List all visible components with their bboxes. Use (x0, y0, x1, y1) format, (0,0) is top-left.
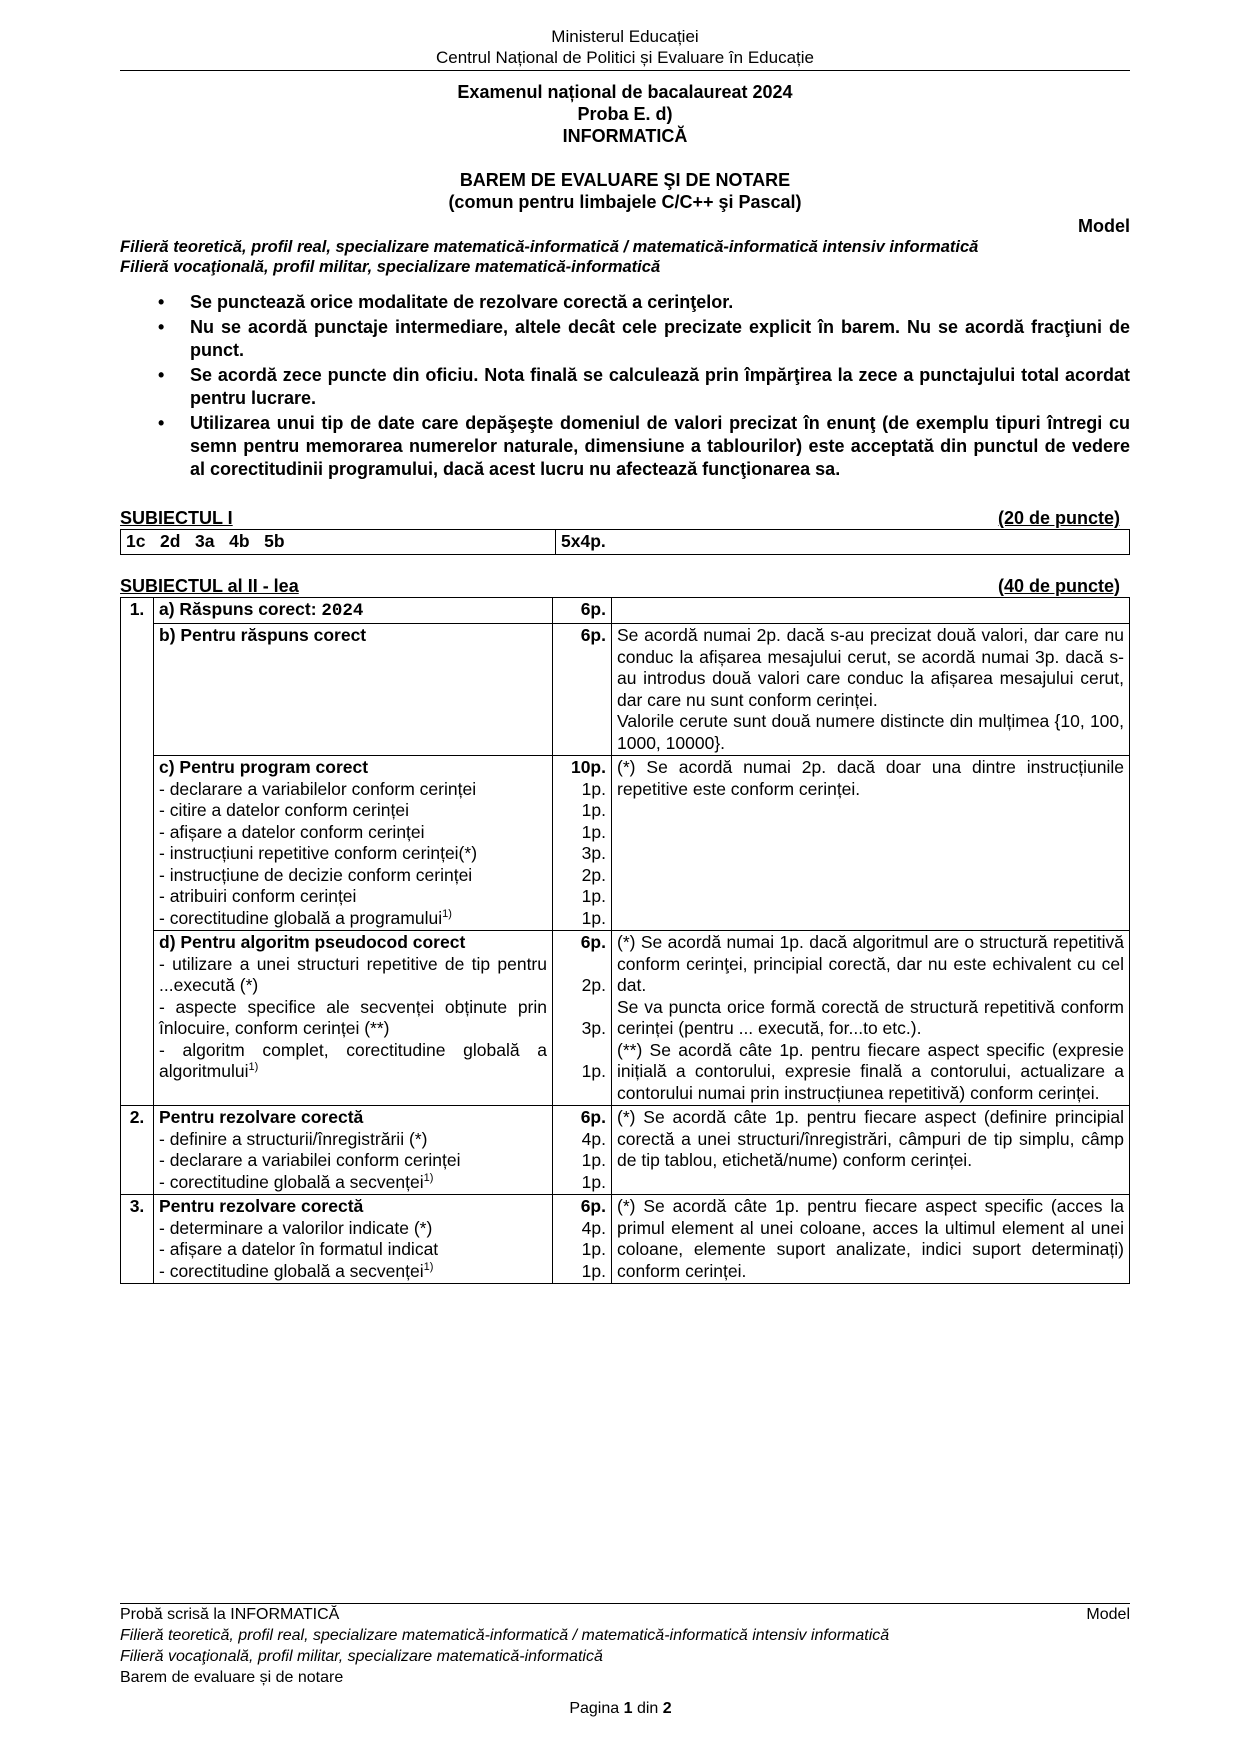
footer-filiera-2: Filieră vocaţională, profil militar, specializare matematică-informatică (120, 1648, 603, 1665)
table-row (121, 1106, 1130, 1195)
question-1-number: 1. (121, 597, 154, 1106)
footer-model: Model (1086, 1606, 1130, 1623)
page-number: Pagina 1 din 2 (569, 1700, 672, 1717)
table-row (121, 530, 1130, 555)
q1b-points: 6p. (553, 624, 612, 756)
q3-criteria: Pentru rezolvare corectă - determinare a valorilor indicate (*) - afișare a datelor în formatul indicat - corectitudine globală a secvenței$^{1)}$ (154, 1195, 553, 1284)
page-footer (120, 1603, 1130, 1688)
footer-row (120, 1604, 1130, 1625)
subject-1-title: SUBIECTUL I (120, 508, 233, 528)
q2-points: 6p. 4p. 1p. 1p. (553, 1106, 612, 1195)
subject-2-table (120, 597, 1130, 1285)
q1d-criteria: d) Pentru algoritm pseudocod corect - utilizare a unei structuri repetitive de tip pentru ...execută (*) - aspecte specifice ale secvenței obținute prin înlocuire, conform cerinței (**) - algoritm complet, corectitudine globală a algoritmului$^{1)}$ (154, 931, 553, 1106)
table-row (121, 756, 1130, 931)
q1b-note: Se acordă numai 2p. dacă s-au precizat două valori, dar care nu conduc la afișarea mesajului cerut, se acordă numai 3p. dacă s-au introdus două valori care conduc la afișarea mesajului cerut, dar care nu sunt conform cerinței. Valorile cerute sunt două numere distincte din mulțimea {10, 100, 1000, 10000}. (612, 624, 1130, 756)
subject-1-table (120, 529, 1130, 555)
table-row (121, 1195, 1130, 1284)
q1c-note: (*) Se acordă numai 2p. dacă doar una dintre instrucțiunile repetitive este conform cerinței. (612, 756, 1130, 931)
rule-item: • Utilizarea unui tip de date care depăşeşte domeniul de valori precizat în enunţ (de exemplu tipuri întregi cu semn pentru memorarea numerelor naturale, dimensiune a tablourilor) este acceptată din punctul de vedere al corectitudinii programului, dacă acest lucru nu afectează funcţionarea sa. (158, 413, 1130, 479)
subject-2-title: SUBIECTUL al II - lea (120, 575, 299, 596)
bullet-icon: • (158, 292, 165, 312)
footer-barem: Barem de evaluare și de notare (120, 1669, 344, 1686)
proba-title: Proba E. d) (577, 104, 673, 124)
subject-title: INFORMATICĂ (562, 126, 688, 146)
bullet-icon: • (158, 317, 165, 337)
barem-title-block (120, 169, 1130, 213)
exam-title: Examenul național de bacalaureat 2024 (457, 82, 793, 102)
q2-criteria: Pentru rezolvare corectă - definire a structurii/înregistrării (*) - declarare a variabilei conform cerinței - corectitudine globală a secvenței$^{1)}$ (154, 1106, 553, 1195)
question-3-number: 3. (121, 1195, 154, 1284)
footer-proba: Probă scrisă la INFORMATICĂ (120, 1606, 340, 1623)
footer-filiera-1: Filieră teoretică, profil real, specializare matematică-informatică / matematică-informatică intensiv informatică (120, 1627, 890, 1644)
exam-titles (120, 81, 1130, 147)
subject-2-heading (120, 575, 1120, 597)
q1d-note: (*) Se acordă numai 1p. dacă algoritmul are o structură repetitivă conform cerinţei, principial corectă, dar nu este echivalent cu cel dat. Se va puncta orice formă corectă de structură repetitivă conform cerinței (pentru ... execută, for...to etc.). (**) Se acordă câte 1p. pentru fiecare aspect specific (expresie inițială a contorului, expresie finală a contorului, actualizare a contorului numai prin instrucțiunea repetitivă) conform cerinței. (612, 931, 1130, 1106)
q1a-points: 6p. (553, 597, 612, 624)
page-header (120, 26, 1130, 68)
barem-title: BAREM DE EVALUARE ŞI DE NOTARE (459, 170, 791, 190)
q3-points: 6p. 4p. 1p. 1p. (553, 1195, 612, 1284)
rules-list (120, 291, 1130, 481)
subject-1-points: (20 de puncte) (997, 508, 1120, 528)
q2-note: (*) Se acordă câte 1p. pentru fiecare aspect (definire principial corectă a unei structuri/înregistrări, câmpuri de tip simplu, câmp de tip tablou, etichetă/nume) conform cerinței. (612, 1106, 1130, 1195)
subject-2-points: (40 de puncte) (997, 575, 1120, 596)
q1b-label: b) Pentru răspuns corect (154, 624, 553, 756)
q1d-points: 6p. 2p. 3p. 1p. (553, 931, 612, 1106)
header-rule (120, 70, 1130, 71)
rule-item: • Se acordă zece puncte din oficiu. Nota finală se calculează prin împărţirea la zece a punctajului total acordat pentru lucrare. (158, 365, 1130, 408)
filiera-1: Filieră teoretică, profil real, specializare matematică-informatică / matematică-informatică intensiv informatică (120, 238, 979, 256)
rule-item: • Nu se acordă punctaje intermediare, altele decât cele precizate explicit în barem. Nu se acordă fracţiuni de punct. (158, 317, 1130, 360)
subject-1-heading (120, 507, 1120, 529)
q1a-value: 2024 (321, 600, 364, 621)
barem-subtitle: (comun pentru limbajele C/C++ şi Pascal) (448, 192, 802, 212)
center-name: Centrul Național de Politici și Evaluare în Educație (436, 48, 814, 67)
q3-note: (*) Se acordă câte 1p. pentru fiecare aspect specific (acces la primul element al unei coloane, acces la ultimul element al unei coloane, elemente suport analizate, indici suport determinați) conform cerinței. (612, 1195, 1130, 1284)
q1c-points: 10p. 1p. 1p. 1p. 3p. 2p. 1p. 1p. (553, 756, 612, 931)
subject-1-score: 5x4p. (556, 530, 1130, 555)
filiera-2: Filieră vocaţională, profil militar, specializare matematică-informatică (120, 258, 661, 276)
q1c-criteria: c) Pentru program corect - declarare a variabilelor conform cerinței - citire a datelor conform cerinței - afișare a datelor conform cerinței - instrucțiuni repetitive conform cerinței(*) - instrucțiune de decizie conform cerinței - atribuiri conform cerinței - corectitudine globală a programului$^{1)}$ (154, 756, 553, 931)
table-row (121, 931, 1130, 1106)
document-page (120, 26, 1130, 1284)
model-label: Model (1078, 216, 1130, 236)
q1a-note (612, 597, 1130, 624)
bullet-icon: • (158, 365, 165, 385)
rule-item: • Se punctează orice modalitate de rezolvare corectă a cerinţelor. (158, 292, 734, 312)
subject-1-answers: 1c 2d 3a 4b 5b (121, 530, 556, 555)
table-row (121, 597, 1130, 624)
ministry-name: Ministerul Educației (551, 27, 699, 46)
table-row (121, 624, 1130, 756)
question-2-number: 2. (121, 1106, 154, 1195)
q1a-label: a) Răspuns corect: 2024 (154, 597, 553, 624)
bullet-icon: • (158, 413, 165, 433)
